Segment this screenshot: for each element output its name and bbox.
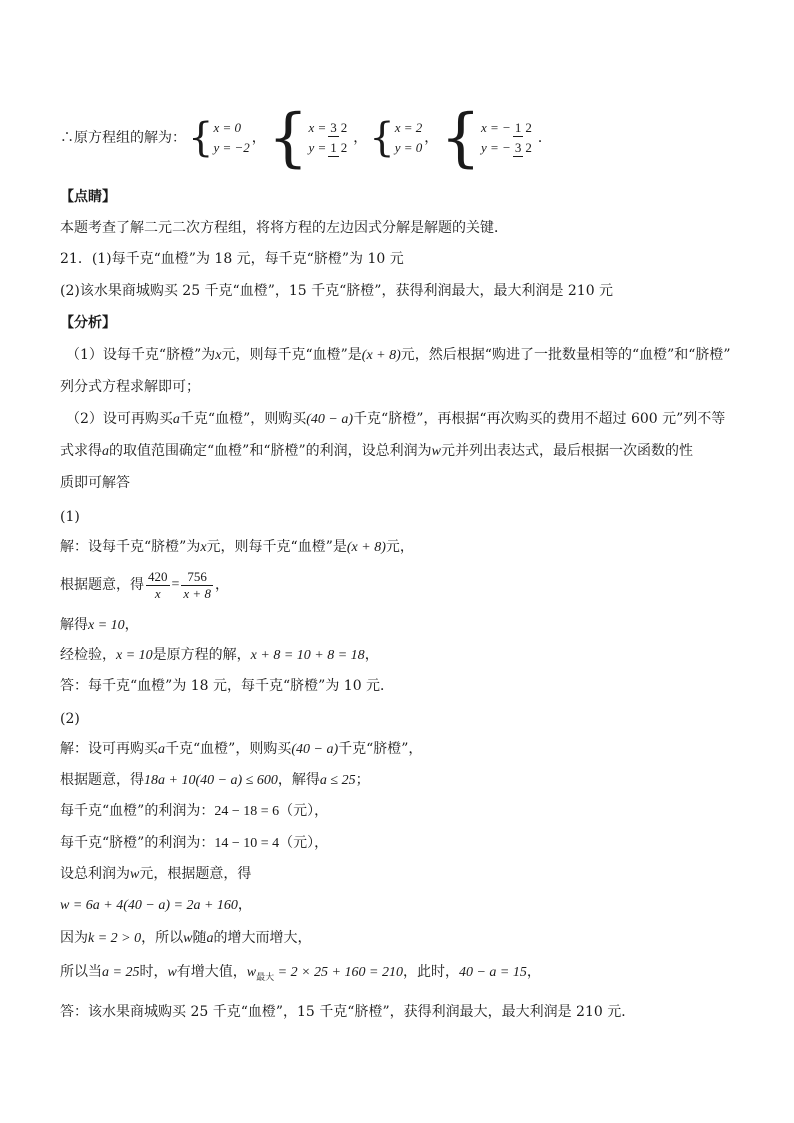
analysis-1-line1: （1）设每千克“脐橙”为x元，则每千克“血橙”是(x + 8)元，然后根据“购进了一批数量相等的“血橙”和“脐橙” xyxy=(66,347,731,363)
solution-2-profit-xuecheng: 每千克“血橙”的利润为：24 − 18 = 6（元）， xyxy=(60,803,329,819)
solution-1-solve: 解得x = 10， xyxy=(60,617,139,633)
fraction-420-x: $\frac{420}{x}$ xyxy=(148,568,168,601)
solution-2-inequality: 根据题意，得18a + 10(40 − a) ≤ 600，解得a ≤ 25； xyxy=(60,772,370,788)
solution-1-line1: 解：设每千克“脐橙”为x元，则每千克“血橙”是(x + 8)元， xyxy=(60,539,414,555)
dianjing-text: 本题考查了解二元二次方程组，将将方程的左边因式分解是解题的关键． xyxy=(60,220,508,236)
solution-2-monotonic: 因为k = 2 > 0，所以w随a的增大而增大， xyxy=(60,930,312,946)
system-4: { x = − 1 2 y = − 3 2 xyxy=(440,101,532,175)
system-3: { x = 2 y = 0 xyxy=(369,115,423,161)
solution-2-expression: w = 6a + 4(40 − a) = 2a + 160， xyxy=(60,897,252,913)
fraction-756-x8: $\frac{756}{x + 8}$ xyxy=(183,568,211,601)
solution-1-answer: 答：每千克“血橙”为 18 元，每千克“脐橙”为 10 元． xyxy=(60,678,395,694)
dianjing-heading: 【点睛】 xyxy=(60,189,116,205)
analysis-2-line3: 质即可解答 xyxy=(60,475,130,491)
system-2: { x = 3 2 y = 1 2 xyxy=(267,101,348,175)
solution-line: ∴原方程组的解为： { x = 0 y = −2 ， { x = 3 2 y = 1 2 ， { x = 2 y = 0 ， { x = − 1 2 y = − 3 2 ． xyxy=(60,101,552,175)
analysis-2-line2: 式求得a的取值范围确定“血橙”和“脐橙”的利润，设总利润为w元并列出表达式，最后根据一次函数的性 xyxy=(60,443,693,459)
analysis-1-line2: 列分式方程求解即可； xyxy=(60,379,200,395)
solution-2-maximum: 所以当a = 25时，w有增大值，$w_{最大} = 2 \times 25 + 160 = 210$，此时，40 − a = 15， xyxy=(60,964,541,983)
answer-21-part1: 21．(1)每千克“血橙”为 18 元，每千克“脐橙”为 10 元 xyxy=(60,251,404,267)
system-1: { x = 0 y = −2 xyxy=(188,115,250,161)
solution-2-line1: 解：设可再购买a千克“血橙”，则购买(40 − a)千克“脐橙”， xyxy=(60,741,423,757)
solution-2-profit-qicheng: 每千克“脐橙”的利润为：14 − 10 = 4（元）， xyxy=(60,835,329,851)
fenxi-heading: 【分析】 xyxy=(60,315,116,331)
solution-2-answer: 答：该水果商城购买 25 千克“血橙”，15 千克“脐橙”，获得利润最大，最大利润是 210 元． xyxy=(60,1004,636,1020)
answer-21-part2: (2)该水果商城购买 25 千克“血橙”，15 千克“脐橙”，获得利润最大，最大利润是 210 元 xyxy=(60,283,614,299)
solution-2-total-profit: 设总利润为w元，根据题意，得 xyxy=(60,866,252,882)
part-2-label: (2) xyxy=(60,711,80,727)
solution-1-check: 经检验，x = 10是原方程的解，x + 8 = 10 + 8 = 18， xyxy=(60,647,379,663)
solution-1-equation: 根据题意，得 $\frac{420}{x}$ = $\frac{756}{x + 8}$ ， xyxy=(60,568,229,601)
analysis-2-line1: （2）设可再购买a千克“血橙”，则购买(40 − a)千克“脐橙”，再根据“再次购买的费用不超过 600 元”列不等 xyxy=(66,411,726,427)
part-1-label: (1) xyxy=(60,509,80,525)
solution-prefix: ∴原方程组的解为： xyxy=(60,130,186,146)
